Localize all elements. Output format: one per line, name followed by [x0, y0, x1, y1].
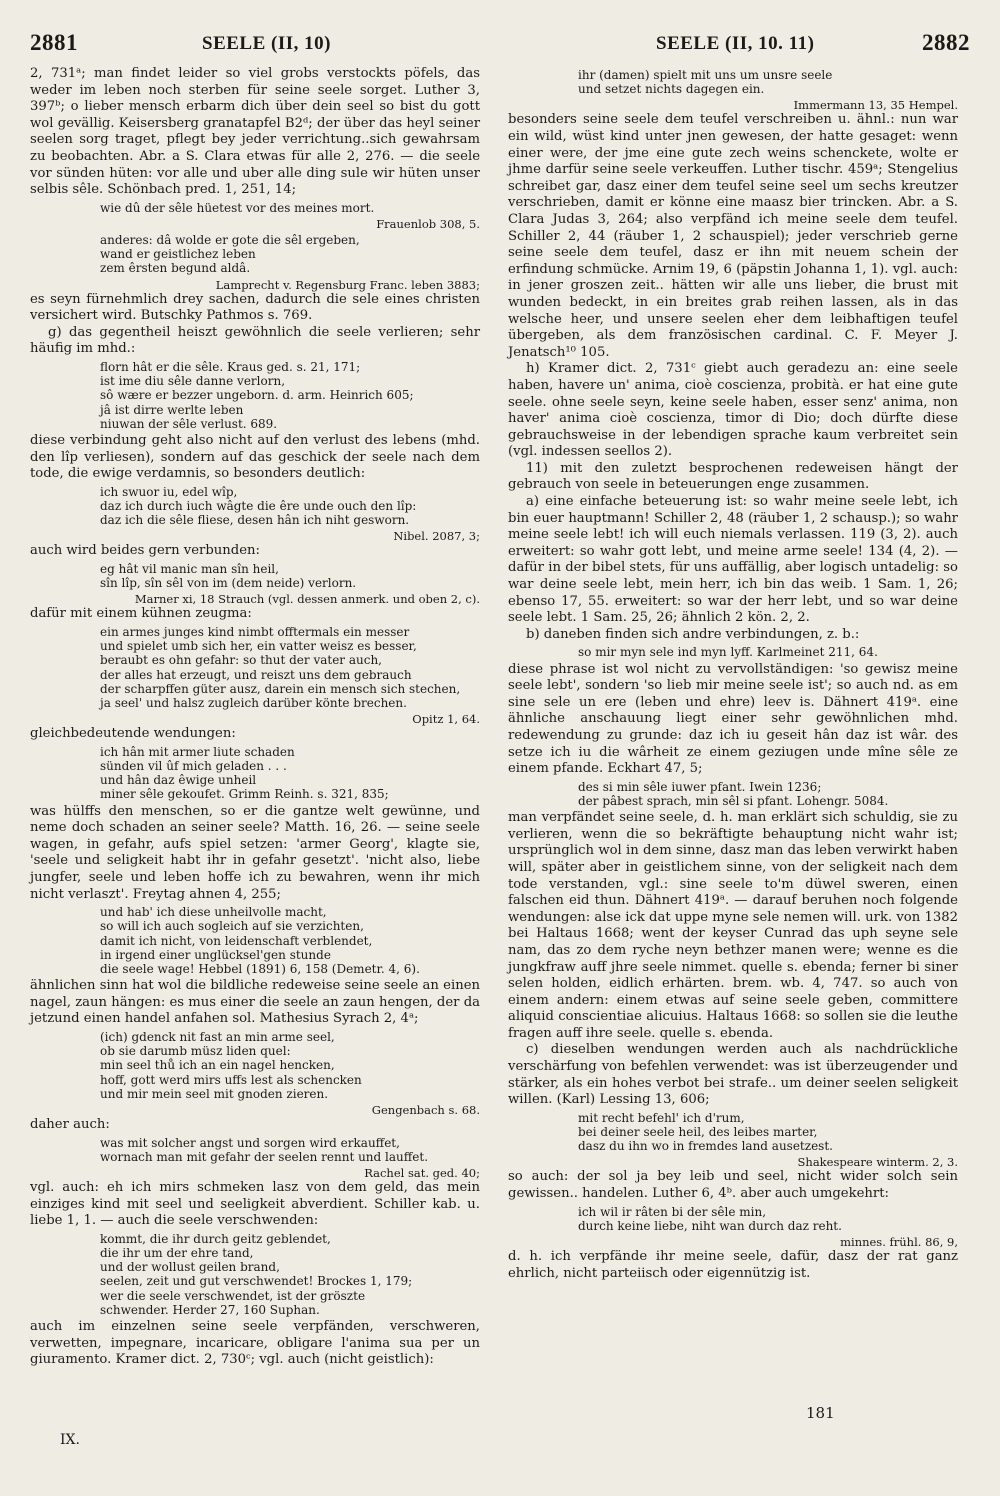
verse-quotation	[508, 780, 958, 808]
verse-line: ihr (damen) spielt mit uns um unsre seele	[578, 68, 833, 82]
entry-paragraph: so auch: der sol ja bey leib und seel, nicht wider solch sein gewissen.. handelen. Luther 6, 4ᵇ. aber auch umgekehrt:	[508, 1169, 958, 1202]
verse-line: dasz du ihn wo in fremdes land ausetzest.	[578, 1139, 833, 1154]
verse-quotation	[30, 745, 480, 802]
verse-line: ja seel' und halsz zugleich darüber könte brechen.	[100, 695, 407, 710]
verse-line: was mit solcher angst und sorgen wird erkauffet,	[100, 1135, 400, 1150]
entry-paragraph: besonders seine seele dem teufel verschreiben u. ähnl.: nun war ein wild, wüst kind unter jnen gewesen, der hatte gesaget: wenn einer were, der jme eine gute zech weins schenckete, wolte er jhme darfür seine seele verkeuffen. Luther tischr. 459ᵃ; Stengelius schreibet gar, dasz einer dem teufel seine seel um sechs kreutzer verschrieben, damit er könne eine maasz bier trincken. Abr. a S. Clara Judas 3, 264; also verpfänd ich meine seele dem teufel. Schiller 2, 44 (räuber 1, 2 schauspiel); jeder verschrieb gerne seine seele dem teufel, dasz er ihn mit neuem schein der erfindung schmücke. Arnim 19, 6 (päpstin Johanna 1, 1). vgl. auch: in jener groszen zeit.. hätten wir alle uns lieber, die brust mit wunden bedeckt, in ein breites grab reihen lassen, als in das welsche heer, und unsere seelen eher dem leibhaftigen teufel übergeben, als dem französischen cardinal. C. F. Meyer J. Jenatsch¹⁰ 105.	[508, 112, 958, 360]
verse-line: zem êrsten begund aldâ.	[100, 261, 251, 276]
verse-quotation	[30, 485, 480, 528]
verse-line: ich swuor iu, edel wîp,	[100, 484, 238, 499]
right-column	[508, 66, 958, 1282]
entry-paragraph: gleichbedeutende wendungen:	[30, 726, 236, 742]
verse-line: mit recht befehl' ich d'rum,	[578, 1110, 745, 1125]
verse-quotation	[30, 1232, 480, 1317]
verse-line: ob sie darumb müsz liden quel:	[100, 1044, 291, 1059]
verse-line: (ich) gdenck nit fast an min arme seel,	[100, 1029, 335, 1044]
verse-line: eg hât vil manic man sîn heil,	[100, 561, 279, 576]
verse-line: florn hât er die sêle. Kraus ged. s. 21, 171;	[100, 359, 361, 374]
running-header	[30, 30, 970, 62]
verse-line: wand er geistlichez leben	[100, 247, 256, 262]
verse-line: wer die seele verschwendet, ist der gröszte	[100, 1288, 366, 1303]
verse-quotation	[30, 201, 480, 215]
entry-paragraph: auch wird beides gern verbunden:	[30, 543, 260, 559]
source-citation: Immermann 13, 35 Hempel.	[793, 98, 958, 113]
left-page-number: 2881	[30, 30, 78, 55]
right-page-number: 2882	[922, 30, 970, 55]
verse-quotation	[30, 1030, 480, 1101]
verse-quotation	[30, 905, 480, 976]
source-citation: Marner xi, 18 Strauch (vgl. dessen anmerk. und oben 2, c).	[134, 592, 480, 607]
signature-mark: 181	[806, 1404, 835, 1422]
entry-paragraph: a) eine einfache beteuerung ist: so wahr meine seele lebt, ich bin euer hauptmann! Schiller 2, 48 (räuber 1, 2 schausp.); so wahr meine seele lebt! ich will euch niemals verlassen. 119 (3, 2). auch erweitert: so wahr gott lebt, und meine arme seele! 134 (4, 2). — dafür in der bibel stets, für uns auffällig, aber logisch untadelig: so war deine seele lebt, mein herr, ich bin das weib. 1 Sam. 1, 26; ebenso 17, 55. erweitert: so war der herr lebt, und so war deine seele lebt. 1 Sam. 25, 26; ähnlich 2 kön. 2, 2.	[508, 494, 958, 626]
source-citation: Lamprecht v. Regensburg Franc. leben 3883;	[215, 277, 480, 292]
verse-line: ich wil ir râten bi der sêle min,	[578, 1204, 767, 1219]
entry-paragraph: auch im einzelnen seine seele verpfänden, verschweren, verwetten, impegnare, incaricare, obligare l'anima sua per un giuramento. Kramer dict. 2, 730ᶜ; vgl. auch (nicht geistlich):	[30, 1318, 480, 1368]
verse-line: kommt, die ihr durch geitz geblendet,	[100, 1231, 331, 1246]
verse-line: ist ime diu sêle danne verlorn,	[100, 374, 286, 389]
verse-line: beraubt es ohn gefahr: so thut der vater auch,	[100, 653, 382, 668]
entry-paragraph: man verpfändet seine seele, d. h. man erklärt sich schuldig, sie zu verlieren, wenn die so bekräftigte behauptung nicht wahr ist; ursprünglich wol in dem sinne, dasz man das leben verwirkt haben will, später aber in geistlichem sinne, von der seligkeit nach dem tode verstanden, vgl.: sine seele to'm düwel sweren, einen falschen eid thun. Dähnert 419ᵃ. — darauf beruhen noch folgende wendungen: alse ick dat uppe myne sele nemen will. urk. von 1382 bei Haltaus 1668; went der keyser Cunrad das uph seyne sele nam, das zo dem ryche neyn bethzer manen were; wenne es die jungkfraw auff jhre seele nimmet. quelle s. ebenda; ferner bi siner selen holden, eidlich erhärten. brem. wb. 4, 747. so auch von einem andern: einem etwas auf seine seele geben, committere aliquid conscientiae alicuius. Haltaus 1668: so sollen sie die leuthe fragen auff ihre seele. quelle s. ebenda.	[508, 810, 958, 1041]
verse-line: sünden vil ûf mich geladen . . .	[100, 758, 287, 773]
verse-line: wie dû der sêle hüetest vor des meines mort.	[100, 200, 375, 215]
verse-line: und mir mein seel mit gnoden zieren.	[100, 1086, 329, 1101]
verse-line: daz ich die sêle fliese, desen hân ich niht gesworn.	[100, 513, 410, 528]
entry-paragraph: es seyn fürnehmlich drey sachen, dadurch die sele eines christen versichert wird. Butschky Pathmos s. 769.	[30, 291, 480, 324]
verse-line: und setzet nichts dagegen ein.	[578, 82, 765, 97]
volume-mark: IX.	[60, 1432, 80, 1448]
right-running-title: SEELE (II, 10. 11)	[656, 33, 815, 54]
entry-paragraph: was hülffs den menschen, so er die gantze welt gewünne, und neme doch schaden an seiner seele? Matth. 16, 26. — seine seele wagen, in gefahr, aufs spiel setzen: 'armer Georg', klagte sie, 'seele und seligkeit habt ihr in gefahr gesetzt'. 'nicht also, liebe jungfer, seele und leben hoffe ich zu bewahren, wenn ihr mich nicht verlaszt'. Freytag ahnen 4, 255;	[30, 803, 480, 902]
entry-paragraph: diese verbindung geht also nicht auf den verlust des lebens (mhd. den lîp verliesen), sondern auf das geschick der seele nach dem tode, die ewige verdamnis, so besonders deutlich:	[30, 432, 480, 482]
verse-line: und hab' ich diese unheilvolle macht,	[100, 905, 327, 920]
verse-quotation	[30, 625, 480, 710]
verse-line: und spielet umb sich her, ein vatter weisz es besser,	[100, 639, 417, 654]
verse-line: die seele wage! Hebbel (1891) 6, 158 (Demetr. 4, 6).	[100, 961, 420, 976]
source-citation: Frauenlob 308, 5.	[376, 216, 480, 231]
verse-line: daz ich durch iuch wâgte die êre unde ouch den lîp:	[100, 498, 417, 513]
verse-line: und hân daz êwige unheil	[100, 773, 257, 788]
verse-line: ein armes junges kind nimbt offtermals ein messer	[100, 624, 410, 639]
source-citation: Gengenbach s. 68.	[371, 1102, 480, 1117]
entry-paragraph: dafür mit einem kühnen zeugma:	[30, 606, 252, 622]
verse-line: schwender. Herder 27, 160 Suphan.	[100, 1302, 320, 1317]
entry-paragraph: diese phrase ist wol nicht zu vervollständigen: 'so gewisz meine seele lebt', sondern 'so lieb mir meine seele ist'; so auch nd. as em sine sele un ere (leben und ehre) leev is. Dähnert 419ᵃ. eine ähnliche anschauung liegt einer sehr gewöhnlichen mhd. redewendung zu grunde: daz ich iu geseit hân daz ist wâr. des setze ich iu die wârheit ze einem geziugen unde mîne sêle ze einem pfande. Eckhart 47, 5;	[508, 661, 958, 777]
verse-quotation	[30, 233, 480, 276]
source-citation: Opitz 1, 64.	[412, 712, 480, 727]
entry-paragraph: 11) mit den zuletzt besprochenen redeweisen hängt der gebrauch von seele in beteuerungen enge zusammen.	[508, 460, 958, 493]
entry-paragraph: c) dieselben wendungen werden auch als nachdrückliche verschärfung von befehlen verwendet: was ist überzeugender und stärker, als ein hohes verbot bei strafe.. um deiner seelen seligkeit willen. (Karl) Lessing 13, 606;	[508, 1042, 958, 1108]
verse-quotation	[30, 1136, 480, 1164]
entry-paragraph: 2, 731ᵃ; man findet leider so viel grobs verstockts pöfels, das weder im leben noch sterben für seine seele sorget. Luther 3, 397ᵇ; o lieber mensch erbarm dich über dein seel so bist du gott wol gevällig. Keisersberg granatapfel B2ᵈ; der über das heyl seiner seelen sorg traget, pflegt bey jeder verrichtung..sich gewahrsam zu beobachten. Abr. a S. Clara etwas für alle 2, 276. — die seele vor sünden hüten: vor alle und uber alle ding sule wir hüten unser selbis sêle. Schönbach pred. 1, 251, 14;	[30, 66, 480, 198]
verse-line: so mir myn sele ind myn lyff. Karlmeinet 211, 64.	[578, 645, 878, 660]
source-citation: Nibel. 2087, 3;	[393, 529, 480, 544]
source-citation: minnes. frühl. 86, 9,	[840, 1235, 958, 1250]
entry-paragraph: h) Kramer dict. 2, 731ᶜ giebt auch geradezu an: eine seele haben, havere un' anima, cioè coscienza, probità. er hat eine gute seele. ohne seele seyn, keine seele haben, esser senz' anima, non haver' anima cioè coscienza, timor di Dio; doch dürfte diese gebrauchsweise in der lebendigen sprache kaum verbreitet sein (vgl. indessen seellos 2).	[508, 361, 958, 460]
verse-quotation	[508, 68, 958, 96]
verse-line: anderes: dâ wolde er gote die sêl ergeben,	[100, 232, 360, 247]
verse-line: in irgend einer unglücksel'gen stunde	[100, 947, 331, 962]
verse-line: des si min sêle iuwer pfant. Iwein 1236;	[578, 779, 822, 794]
left-column	[30, 66, 480, 1369]
verse-line: jâ ist dirre werlte leben	[100, 402, 244, 417]
entry-paragraph: vgl. auch: eh ich mirs schmeken lasz von dem geld, das mein einziges kind mit seel und seeligkeit abverdient. Schiller kab. u. liebe 1, 1. — auch die seele verschwenden:	[30, 1179, 480, 1229]
verse-line: durch keine liebe, niht wan durch daz reht.	[578, 1218, 842, 1233]
verse-line: der scharpffen güter ausz, darein ein mensch sich stechen,	[100, 681, 461, 696]
entry-paragraph: ähnlichen sinn hat wol die bildliche redeweise seine seele an einen nagel, zaun hängen: es mus einer die seele an zaun hengen, der da jetzund einen handel anfahen sol. Mathesius Syrach 2, 4ᵃ;	[30, 978, 480, 1027]
verse-quotation	[508, 1111, 958, 1154]
verse-line: ich hân mit armer liute schaden	[100, 744, 295, 759]
verse-line: damit ich nicht, von leidenschaft verblendet,	[100, 933, 373, 948]
verse-line: die ihr um der ehre tand,	[100, 1245, 254, 1260]
verse-quotation	[30, 360, 480, 431]
verse-line: wornach man mit gefahr der seelen rennt und lauffet.	[100, 1149, 429, 1164]
verse-line: min seel thů ich an ein nagel hencken,	[100, 1058, 335, 1073]
verse-line: der alles hat erzeugt, und reiszt uns dem gebrauch	[100, 667, 412, 682]
verse-quotation	[30, 562, 480, 590]
verse-line: sô wære er bezzer ungeborn. d. arm. Heinrich 605;	[100, 388, 414, 403]
entry-paragraph: daher auch:	[30, 1116, 110, 1132]
verse-line: der pâbest sprach, min sêl si pfant. Lohengr. 5084.	[578, 793, 889, 808]
verse-line: sîn lîp, sîn sêl von im (dem neide) verlorn.	[100, 576, 357, 591]
entry-paragraph: g) das gegentheil heiszt gewöhnlich die seele verlieren; sehr häufig im mhd.:	[30, 324, 480, 357]
source-citation: Rachel sat. ged. 40;	[364, 1165, 480, 1180]
verse-line: so will ich auch sogleich auf sie verzichten,	[100, 919, 364, 934]
verse-line: bei deiner seele heil, des leibes marter,	[578, 1125, 818, 1140]
verse-line: hoff, gott werd mirs uffs lest als schencken	[100, 1072, 362, 1087]
verse-line: und der wollust geilen brand,	[100, 1260, 280, 1275]
verse-quotation	[508, 645, 958, 659]
left-running-title: SEELE (II, 10)	[202, 33, 331, 54]
verse-line: miner sêle gekoufet. Grimm Reinh. s. 321, 835;	[100, 787, 389, 802]
verse-line: seelen, zeit und gut verschwendet! Brockes 1, 179;	[100, 1274, 413, 1289]
verse-line: niuwan der sêle verlust. 689.	[100, 416, 278, 431]
source-citation: Shakespeare winterm. 2, 3.	[797, 1155, 958, 1170]
entry-paragraph: b) daneben finden sich andre verbindungen, z. b.:	[526, 626, 860, 642]
verse-quotation	[508, 1205, 958, 1233]
entry-paragraph: d. h. ich verpfände ihr meine seele, dafür, dasz der rat ganz ehrlich, nicht parteiisch oder eigennützig ist.	[508, 1249, 958, 1281]
